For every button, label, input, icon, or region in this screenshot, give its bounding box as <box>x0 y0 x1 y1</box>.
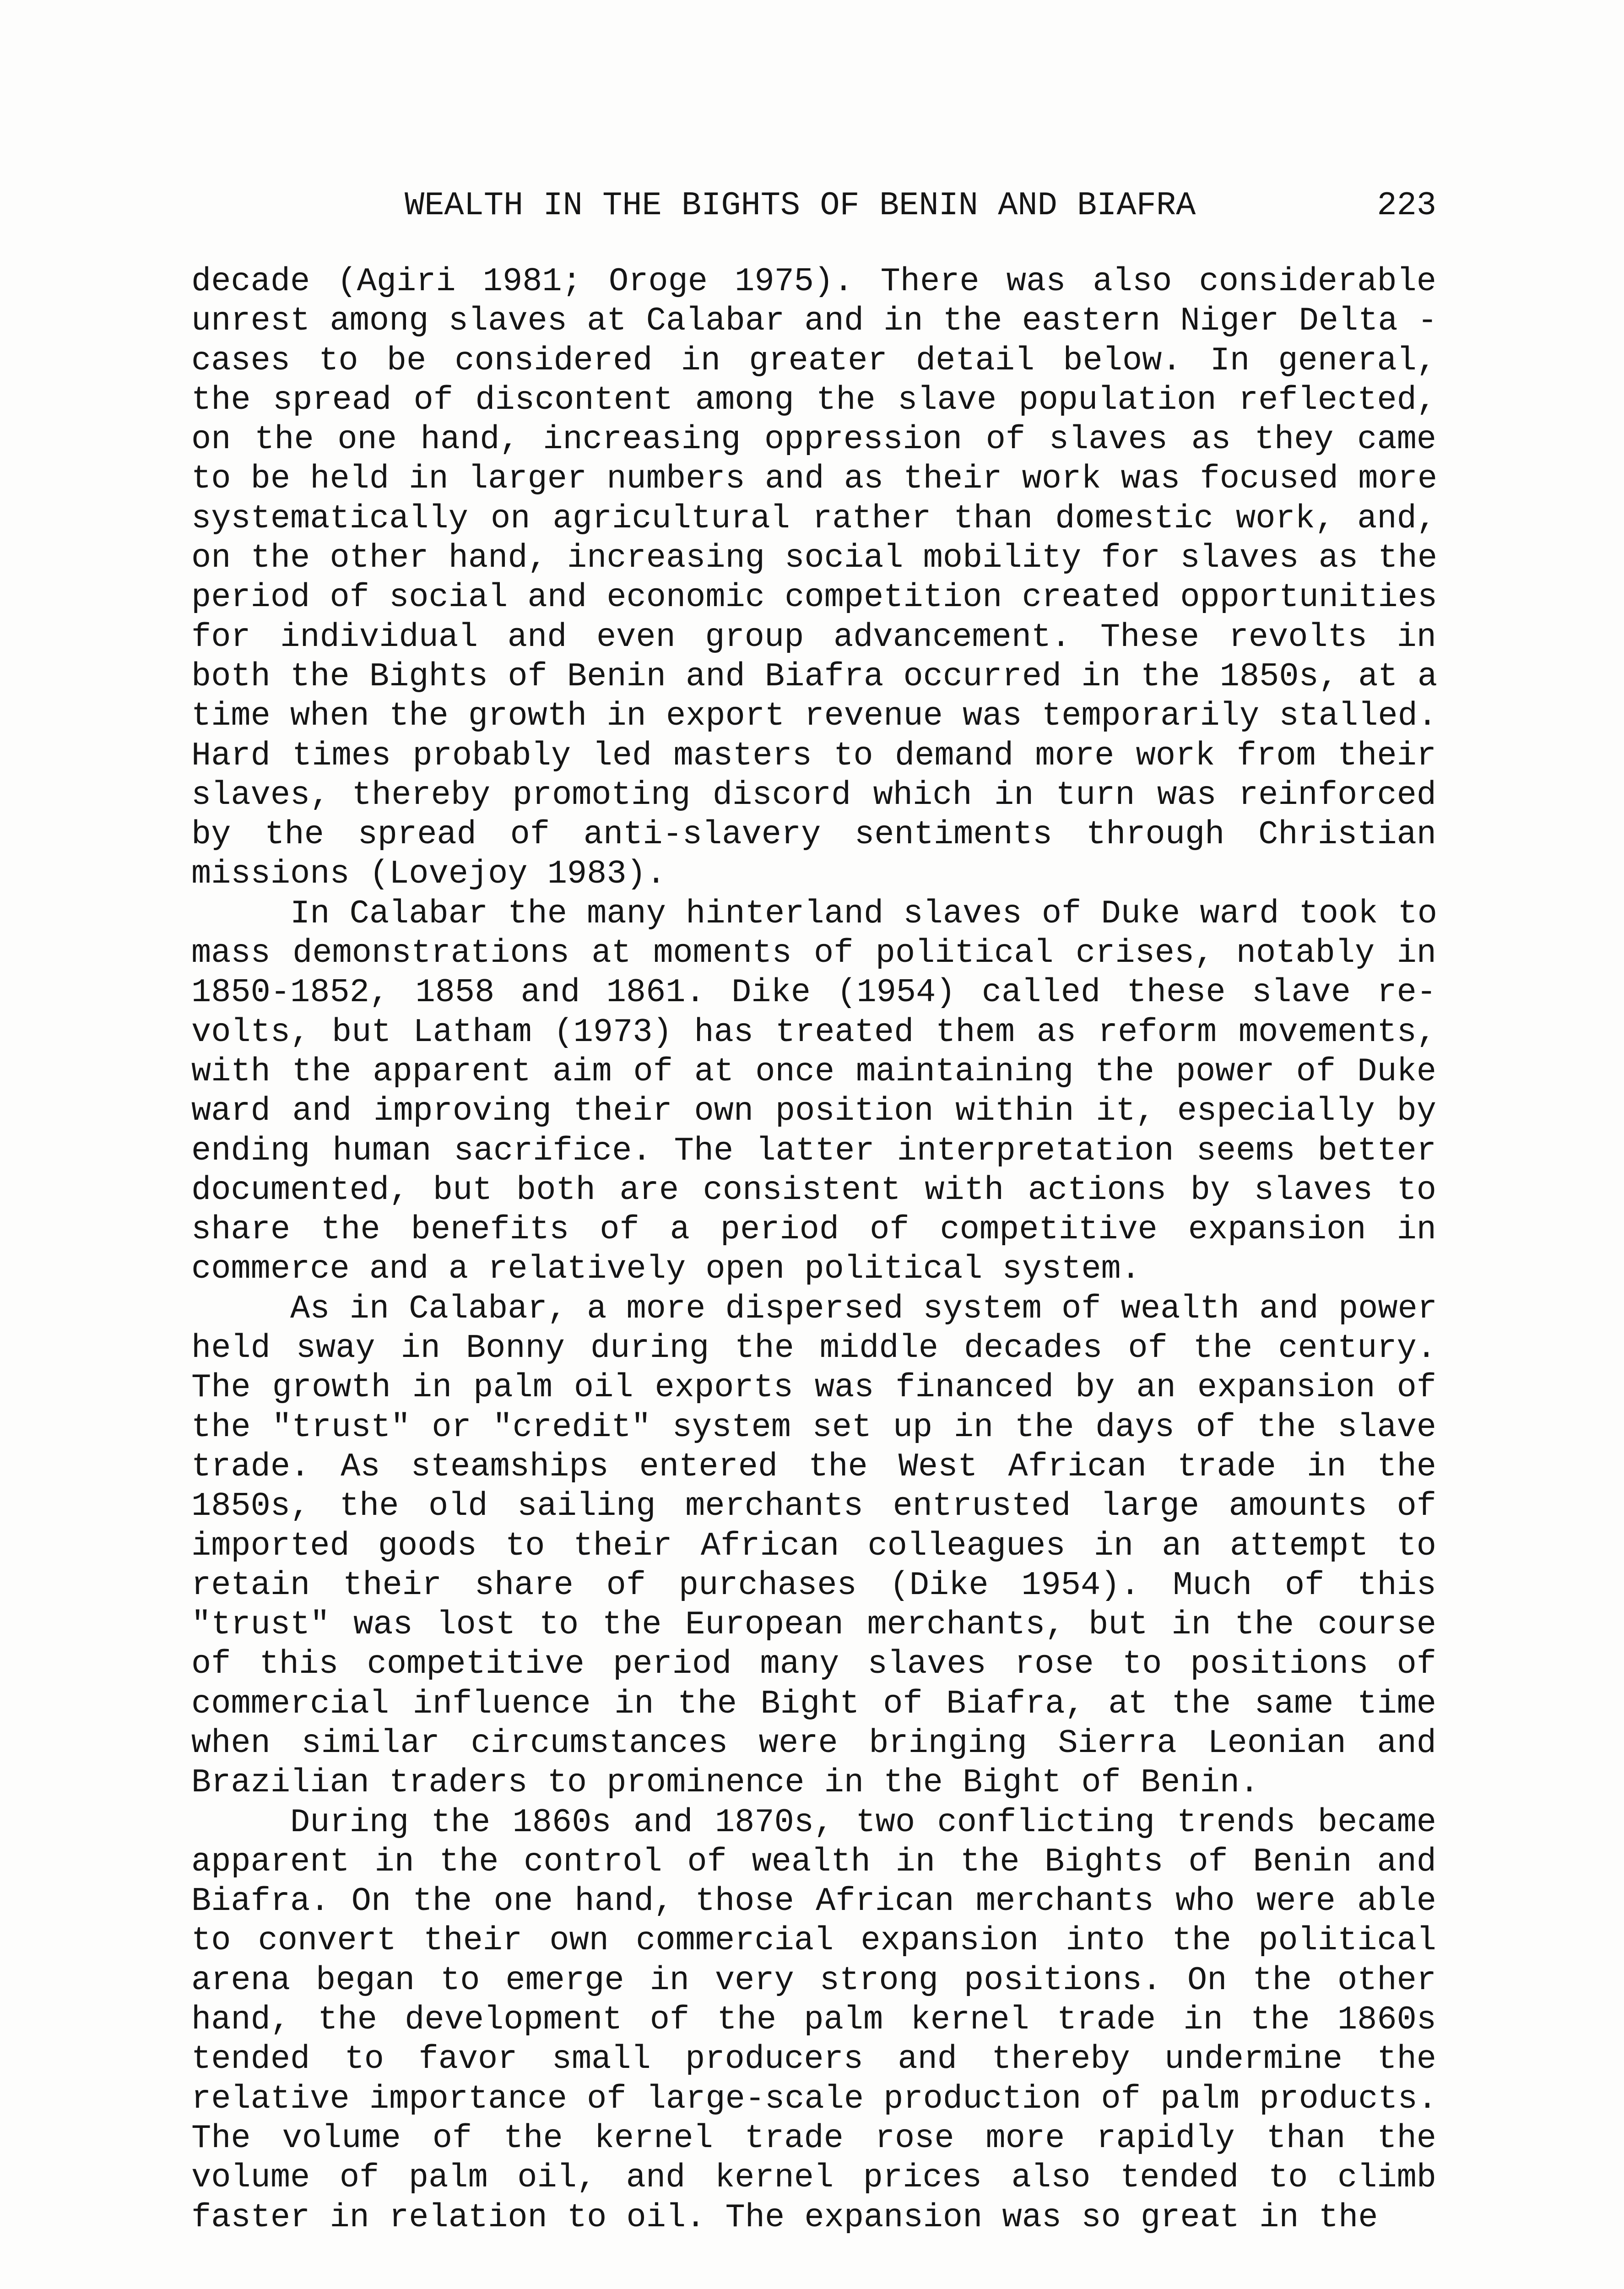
text-line: apparent in the control of wealth in the Bights of Benin and <box>191 1843 1436 1881</box>
text-line: share the benefits of a period of competitive expansion in <box>191 1211 1436 1249</box>
text-line: "trust" was lost to the European merchants, but in the course <box>191 1606 1436 1644</box>
text-line: of this competitive period many slaves rose to positions of <box>191 1645 1436 1683</box>
text-line: The volume of the kernel trade rose more rapidly than the <box>191 2119 1436 2157</box>
text-line: arena began to emerge in very strong positions. On the other <box>191 1961 1436 1999</box>
text-line: imported goods to their African colleagues in an attempt to <box>191 1527 1436 1565</box>
text-line: hand, the development of the palm kernel trade in the 1860s <box>191 2001 1436 2039</box>
text-line: the spread of discontent among the slave population reflected, <box>191 381 1436 419</box>
text-line: ending human sacrifice. The latter interpretation seems better <box>191 1132 1436 1170</box>
paragraph <box>191 1289 1436 1803</box>
text-line: mass demonstrations at moments of political crises, notably in <box>191 934 1436 972</box>
text-line: Brazilian traders to prominence in the Bight of Benin. <box>191 1764 1260 1802</box>
text-line: decade (Agiri 1981; Oroge 1975). There was also considerable <box>191 263 1436 300</box>
text-line: ward and improving their own position within it, especially by <box>191 1092 1436 1130</box>
text-line: tended to favor small producers and thereby undermine the <box>191 2040 1436 2078</box>
paragraph <box>191 894 1436 1289</box>
text-line: As in Calabar, a more dispersed system of wealth and power <box>290 1290 1438 1328</box>
text-line: The growth in palm oil exports was financed by an expansion of <box>191 1369 1436 1407</box>
text-line: volts, but Latham (1973) has treated them as reform movements, <box>191 1013 1436 1051</box>
text-line: volume of palm oil, and kernel prices also tended to climb <box>191 2159 1436 2197</box>
text-line: cases to be considered in greater detail below. In general, <box>191 342 1436 380</box>
page-header <box>191 187 1436 237</box>
text-line: systematically on agricultural rather than domestic work, and, <box>191 499 1436 537</box>
paragraph <box>191 1803 1436 2237</box>
text-line: held sway in Bonny during the middle decades of the century. <box>191 1329 1436 1367</box>
text-line: In Calabar the many hinterland slaves of Duke ward took to <box>290 895 1438 933</box>
text-line: time when the growth in export revenue was temporarily stalled. <box>191 697 1438 735</box>
text-line: when similar circumstances were bringing Sierra Leonian and <box>191 1724 1436 1762</box>
paragraph <box>191 262 1436 894</box>
text-line: Hard times probably led masters to demand more work from their <box>191 737 1436 775</box>
text-line: documented, but both are consistent with actions by slaves to <box>191 1171 1436 1209</box>
text-line: on the other hand, increasing social mobility for slaves as the <box>191 539 1438 577</box>
text-line: slaves, thereby promoting discord which in turn was reinforced <box>191 776 1436 814</box>
text-line: 1850s, the old sailing merchants entrusted large amounts of <box>191 1487 1436 1525</box>
text-line: on the one hand, increasing oppression of slaves as they came <box>191 421 1436 459</box>
text-line: commerce and a relatively open political system. <box>191 1250 1141 1288</box>
text-line: by the spread of anti-slavery sentiments through Christian <box>191 816 1436 854</box>
text-line: 1850-1852, 1858 and 1861. Dike (1954) called these slave re- <box>191 974 1436 1012</box>
text-line: to be held in larger numbers and as their work was focused more <box>191 460 1438 498</box>
text-line: faster in relation to oil. The expansion was so great in the <box>191 2198 1378 2236</box>
text-line: for individual and even group advancement. These revolts in <box>191 618 1436 656</box>
text-line: to convert their own commercial expansion into the political <box>191 1922 1436 1960</box>
running-title: WEALTH IN THE BIGHTS OF BENIN AND BIAFRA <box>405 187 1196 224</box>
text-line: both the Bights of Benin and Biafra occurred in the 1850s, at a <box>191 657 1438 695</box>
body-text <box>191 262 1436 2237</box>
text-line: trade. As steamships entered the West African trade in the <box>191 1448 1436 1486</box>
text-line: During the 1860s and 1870s, two conflicting trends became <box>290 1803 1436 1841</box>
text-line: with the apparent aim of at once maintaining the power of Duke <box>191 1052 1436 1090</box>
text-line: commercial influence in the Bight of Biafra, at the same time <box>191 1685 1436 1723</box>
text-line: missions (Lovejoy 1983). <box>191 855 666 893</box>
text-line: the "trust" or "credit" system set up in the days of the slave <box>191 1408 1436 1446</box>
text-line: Biafra. On the one hand, those African merchants who were able <box>191 1882 1436 1920</box>
text-line: retain their share of purchases (Dike 1954). Much of this <box>191 1566 1436 1604</box>
page-number: 223 <box>1377 187 1436 224</box>
text-line: relative importance of large-scale production of palm products. <box>191 2080 1438 2118</box>
text-line: period of social and economic competition created opportunities <box>191 579 1438 617</box>
text-line: unrest among slaves at Calabar and in the eastern Niger Delta - <box>191 302 1438 340</box>
